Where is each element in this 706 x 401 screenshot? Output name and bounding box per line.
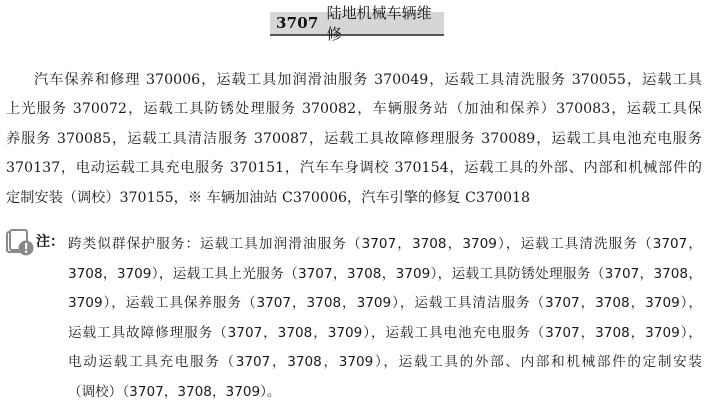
note-line: 3708，3709），运载工具上光服务（3707，3708，3709），运载工具防锈处理服务（3707，3708， [68,265,702,282]
section-header-box [270,4,444,43]
note-line: 运载工具故障修理服务（3707，3708，3709），运载工具电池充电服务（3707，3708，3709）， [68,324,702,341]
note-line: （调校）（3707，3708，3709）。 [68,383,281,400]
services-line: 养服务 370085，运载工具清洁服务 370087，运载工具故障修理服务 370089，运载工具电池充电服务 [6,130,702,147]
services-line: 定制安装（调校）370155，※ 车辆加油站 C370006，汽车引擎的修复 C370018 [6,189,531,206]
note-line: 3709），运载工具保养服务（3707，3708，3709），运载工具清洁服务（3707，3708，3709）， [68,295,702,311]
note-line: 电动运载工具充电服务（3707，3708，3709），运载工具的外部、内部和机械部件的定制安装 [68,354,702,370]
note-icon [6,229,34,257]
class-title: 陆地机械车辆维修 [326,4,432,43]
class-code: 3707 [276,14,319,32]
services-paragraph [6,66,702,213]
note-text [68,230,702,401]
services-line: 370137，电动运载工具充电服务 370151，汽车车身调校 370154，运载工具的外部、内部和机械部件的 [6,160,702,177]
section-header [0,4,706,43]
services-line: 汽车保养和修理 370006，运载工具加润滑油服务 370049，运载工具清洗服务 370055，运载工具 [34,72,702,88]
note-line: 跨类似群保护服务：运载工具加润滑油服务（3707，3708，3709），运载工具清洗服务（3707， [68,236,702,252]
services-line: 上光服务 370072，运载工具防锈处理服务 370082，车辆服务站（加油和保养）370083，运载工具保 [6,101,702,118]
note-label: 注： [36,234,64,250]
